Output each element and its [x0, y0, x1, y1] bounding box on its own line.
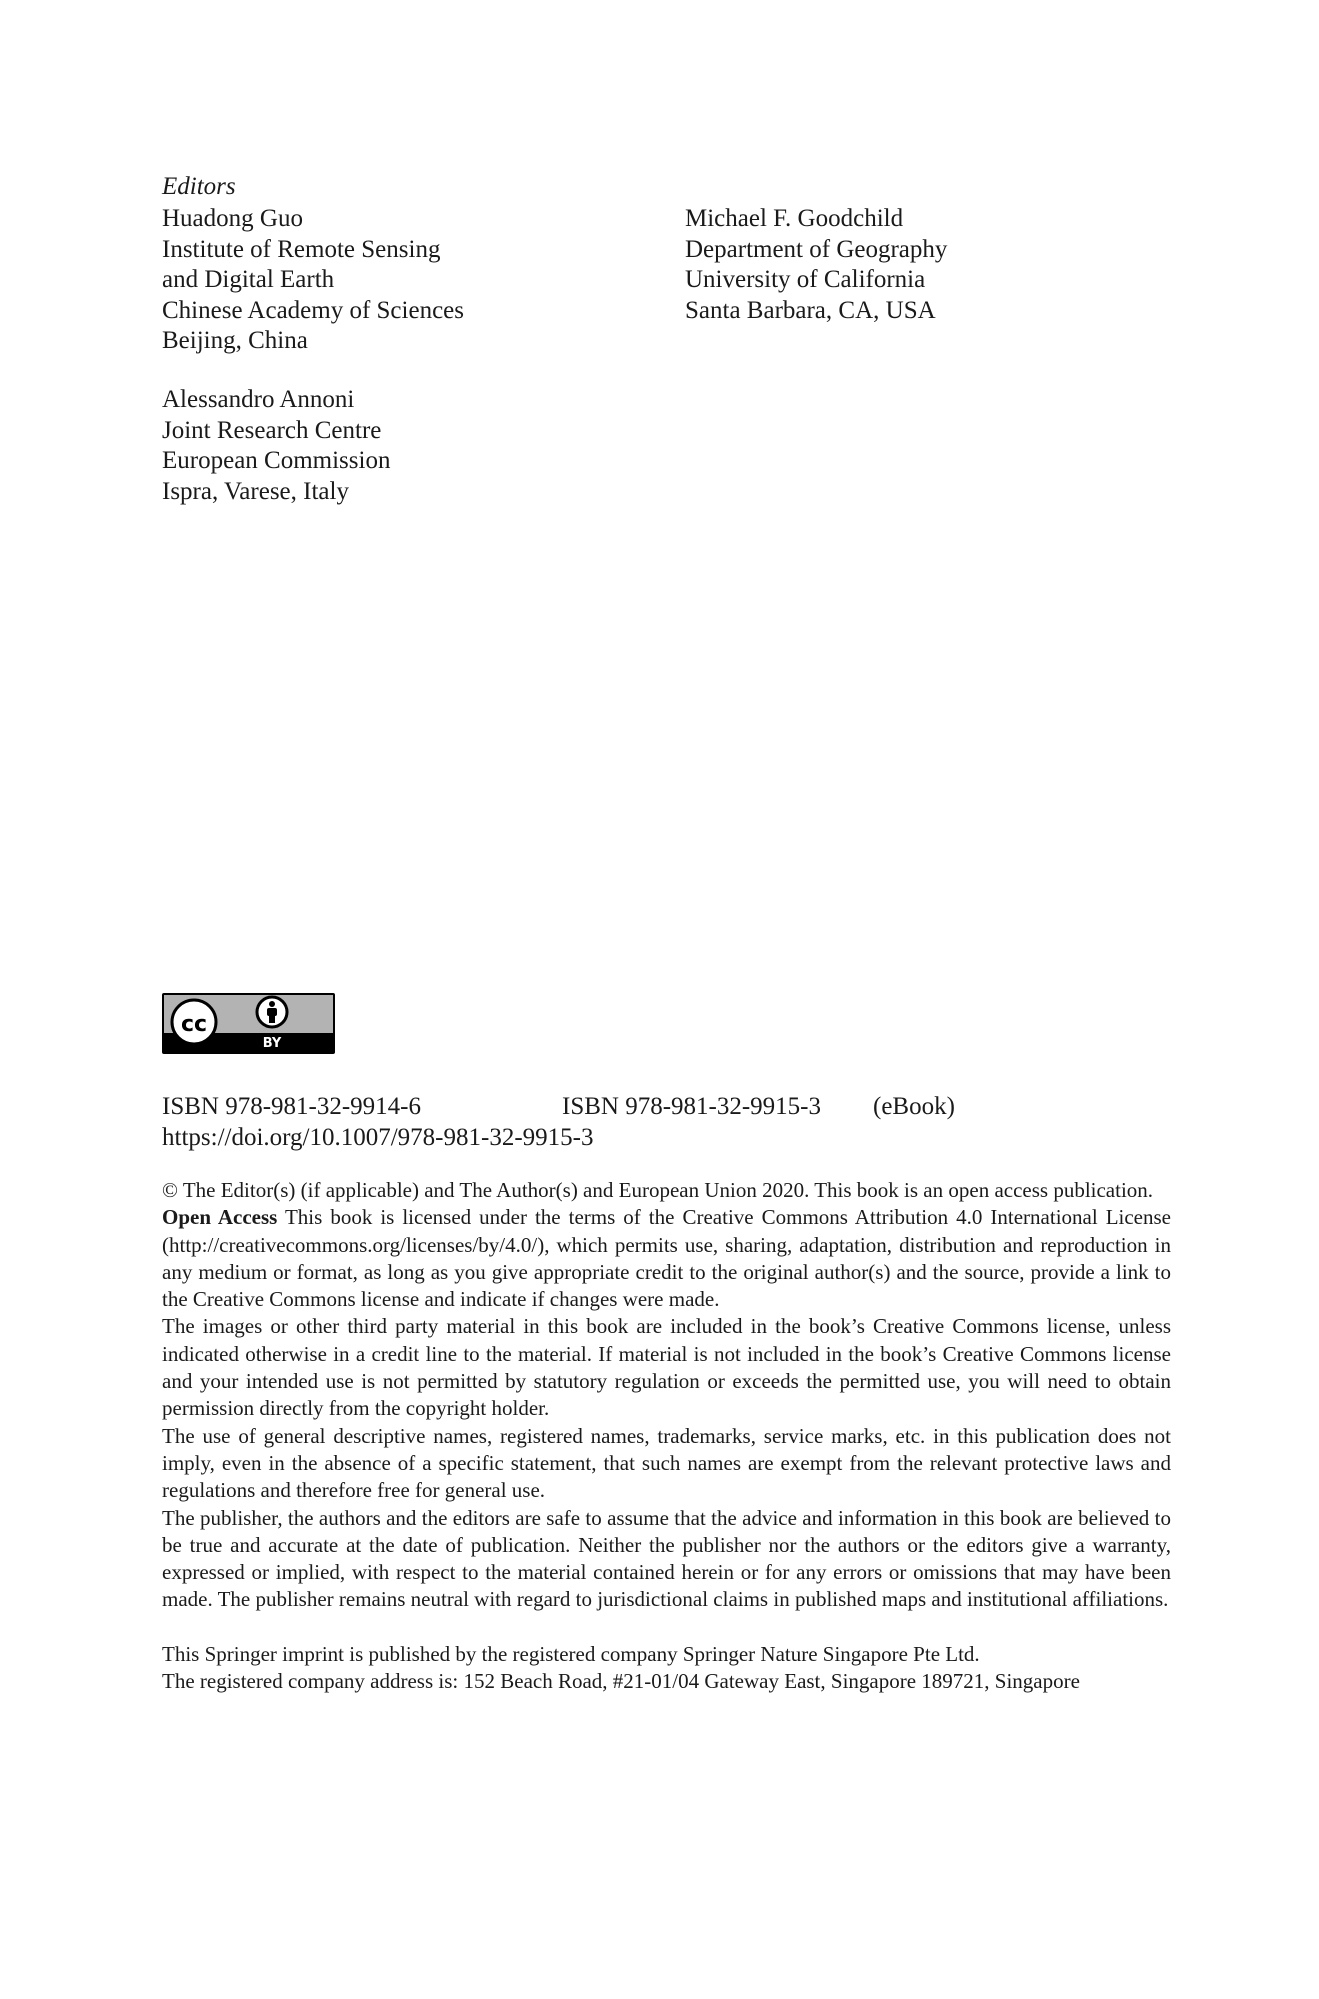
ebook-tag: (eBook): [873, 1093, 955, 1120]
copyright-notice: [162, 1177, 1171, 1695]
svg-text:cc: cc: [180, 1012, 208, 1037]
editor-1-address: [162, 204, 464, 357]
cc-icon: [172, 1000, 216, 1044]
editor-2-line: University of California: [685, 266, 926, 293]
editor-3-address: [162, 385, 390, 507]
editor-3-line: European Commission: [162, 447, 391, 474]
editor-1-line: and Digital Earth: [162, 266, 335, 293]
editor-3-name: Alessandro Annoni: [162, 386, 355, 413]
editor-2-address: [685, 204, 947, 326]
editor-1-line: Beijing, China: [162, 327, 308, 354]
editor-1-line: Chinese Academy of Sciences: [162, 296, 464, 324]
disclaimer-paragraph: The publisher, the authors and the editors are safe to assume that the advice and information in this book are believed to be true and accurate at the date of publication. Neither the publisher nor the authors or the editors give a warranty, expressed or implied, with respect to the material contained herein or for any errors or omissions that may have been made. The publisher remains neutral with regard to jurisdictional claims in published maps and institutional affiliations.: [162, 1505, 1171, 1612]
editor-3-line: Joint Research Centre: [162, 416, 382, 444]
isbn-ebook: ISBN 978-981-32-9915-3: [562, 1093, 822, 1120]
company-address: The registered company address is: 152 Beach Road, #21-01/04 Gateway East, Singapore 189721, Singapore: [162, 1669, 1080, 1694]
copyright-line: © The Editor(s) (if applicable) and The Author(s) and European Union 2020. This book is an open access publication.: [162, 1178, 1154, 1202]
editor-2-name: Michael F. Goodchild: [685, 205, 904, 232]
trademarks-paragraph: The use of general descriptive names, registered names, trademarks, service marks, etc. in this publication does not imply, even in the absence of a specific statement, that such names are exempt from the relevant protective laws and regulations and therefore free for general use.: [162, 1423, 1171, 1503]
editor-3-line: Ispra, Varese, Italy: [162, 477, 349, 505]
isbn-print: ISBN 978-981-32-9914-6: [162, 1093, 422, 1120]
editor-2-line: Department of Geography: [685, 235, 948, 263]
editor-1-line: Institute of Remote Sensing: [162, 235, 441, 263]
doi-link[interactable]: https://doi.org/10.1007/978-981-32-9915-3: [162, 1124, 594, 1151]
third-party-paragraph: The images or other third party material in this book are included in the book’s Creative Commons license, unless indicated otherwise in a credit line to the material. If material is not included in the book’s Creative Commons license and your intended use is not permitted by statutory regulation or exceeds the permitted use, you will need to obtain permission directly from the copyright holder.: [162, 1314, 1171, 1421]
open-access-label: Open Access: [162, 1205, 278, 1230]
editor-2-line: Santa Barbara, CA, USA: [685, 296, 936, 324]
cc-by-license-badge: [162, 993, 335, 1054]
editor-1-name: Huadong Guo: [162, 205, 303, 232]
editors-heading: Editors: [162, 173, 236, 200]
by-label: BY: [262, 1036, 282, 1051]
imprint-line: This Springer imprint is published by the registered company Springer Nature Singapore Pte Ltd.: [162, 1641, 980, 1666]
open-access-paragraph: [162, 1204, 1171, 1313]
attribution-person-icon: [257, 997, 287, 1027]
open-access-text: This book is licensed under the terms of the Creative Commons Attribution 4.0 International License (http://creativecommons.org/licenses/by/4.0/), which permits use, sharing, adaptation, distribution and reproduction in any medium or format, as long as you give appropriate credit to the original author(s) and the source, provide a link to the Creative Commons license and indicate if changes were made.: [162, 1205, 1171, 1312]
